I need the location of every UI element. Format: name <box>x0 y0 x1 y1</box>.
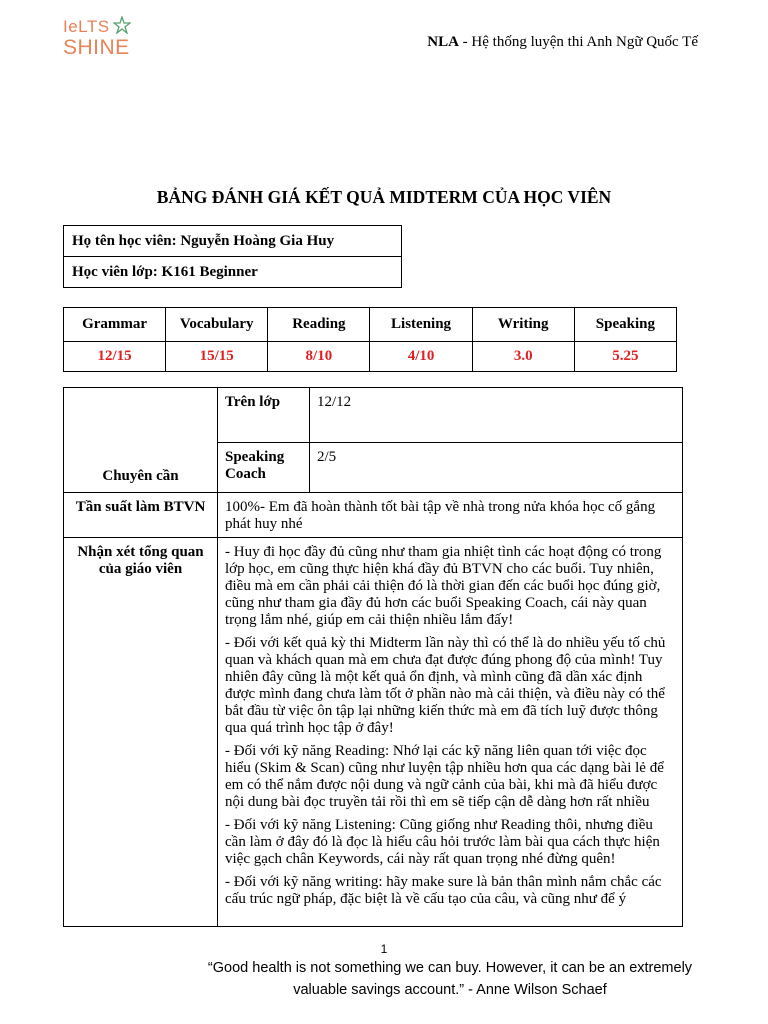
in-class-label: Trên lớp <box>218 388 310 443</box>
logo-line2: SHINE <box>63 36 130 59</box>
comment-paragraph: - Đối với kỹ năng writing: hãy make sure là bản thân mình nắm chắc các cấu trúc ngữ pháp, đặc biệt là về cấu tạo của câu, và cũng như để ý <box>225 874 662 907</box>
score-header-writing: Writing <box>472 308 574 342</box>
score-header-listening: Listening <box>370 308 472 342</box>
page-number: 1 <box>380 942 388 956</box>
org-tagline: Hệ thống luyện thi Anh Ngữ Quốc Tế <box>471 34 698 50</box>
homework-value: 100%- Em đã hoàn thành tốt bài tập về nhà trong nửa khóa học cố gắng phát huy nhé <box>218 493 683 538</box>
comment-paragraph: - Đối với kỹ năng Listening: Cũng giống như Reading thôi, nhưng điều cần làm ở đây đó là đọc là hiểu câu hỏi trước làm bài qua cách thực hiện việc gạch chân Keywords, cái này rất quan trọng nhé đừng quên! <box>225 817 660 867</box>
student-info-table <box>63 225 402 288</box>
speaking-coach-label: Speaking Coach <box>218 443 310 493</box>
score-header-speaking: Speaking <box>574 308 676 342</box>
score-listening: 4/10 <box>370 342 472 372</box>
score-header-vocabulary: Vocabulary <box>166 308 268 342</box>
footer-quote <box>150 957 750 1001</box>
score-speaking: 5.25 <box>574 342 676 372</box>
teacher-comment-label: Nhận xét tổng quan của giáo viên <box>64 538 218 927</box>
student-class: Học viên lớp: K161 Beginner <box>64 257 402 288</box>
score-vocabulary: 15/15 <box>166 342 268 372</box>
homework-label: Tần suất làm BTVN <box>64 493 218 538</box>
page-header <box>427 34 698 51</box>
star-icon <box>113 16 131 34</box>
comment-paragraph: - Đối với kỹ năng Reading: Nhớ lại các kỹ năng liên quan tới việc đọc hiểu (Skim & Scan) cũng như luyện tập nhiều hơn qua các dạng bài lẻ để em có thể nắm được nội dung và ngữ cảnh của bài, khi mà đã hiểu được nội dung bài đọc truyền tải rồi thì em sẽ tiếp cận dễ dàng hơn rất nhiều <box>225 743 664 810</box>
score-grammar: 12/15 <box>64 342 166 372</box>
evaluation-table <box>63 387 683 927</box>
student-name: Họ tên học viên: Nguyễn Hoàng Gia Huy <box>64 226 402 257</box>
attendance-label: Chuyên cần <box>64 388 218 493</box>
score-header-reading: Reading <box>268 308 370 342</box>
header-separator: - <box>458 34 472 50</box>
page-title: BẢNG ĐÁNH GIÁ KẾT QUẢ MIDTERM CỦA HỌC VIÊN <box>156 187 612 207</box>
in-class-value: 12/12 <box>310 388 683 443</box>
score-header-grammar: Grammar <box>64 308 166 342</box>
logo-line1: IeLTS <box>63 17 110 36</box>
score-reading: 8/10 <box>268 342 370 372</box>
quote-line-1: “Good health is not something we can buy. However, it can be an extremely <box>207 960 693 976</box>
org-name: NLA <box>427 34 459 50</box>
quote-line-2: valuable savings account.” - Anne Wilson Schaef <box>293 982 607 998</box>
scores-table <box>63 307 677 372</box>
score-writing: 3.0 <box>472 342 574 372</box>
speaking-coach-value: 2/5 <box>310 443 683 493</box>
comment-paragraph: - Huy đi học đầy đủ cũng như tham gia nhiệt tình các hoạt động có trong lớp học, em cũng thực hiện khá đầy đủ BTVN cho các buổi. Tuy nhiên, điều mà em cần phải cải thiện đó là thời gian đến các buổi học đúng giờ, cũng như tham gia đầy đủ hơn các buổi Speaking Coach, cái này quan trọng lắm nhé, giúp em cải thiện nhiều lắm đấy! <box>225 544 662 628</box>
ielts-shine-logo <box>63 16 133 66</box>
comment-paragraph: - Đối với kết quả kỳ thi Midterm lần này thì có thể là do nhiều yếu tố chủ quan và khách quan mà em chưa đạt được đúng phong độ của mình! Tuy nhiên đây cũng là một kết quả ổn định, và mình cũng đã dần xác định được mình đang chưa làm tốt ở phần nào mà cải thiện, và điều này có thể bắt đầu từ việc ôn tập lại những kiến thức mà em đã tích luỹ được thông qua quá trình học tập ở đây! <box>225 635 666 736</box>
teacher-comment <box>218 538 683 927</box>
